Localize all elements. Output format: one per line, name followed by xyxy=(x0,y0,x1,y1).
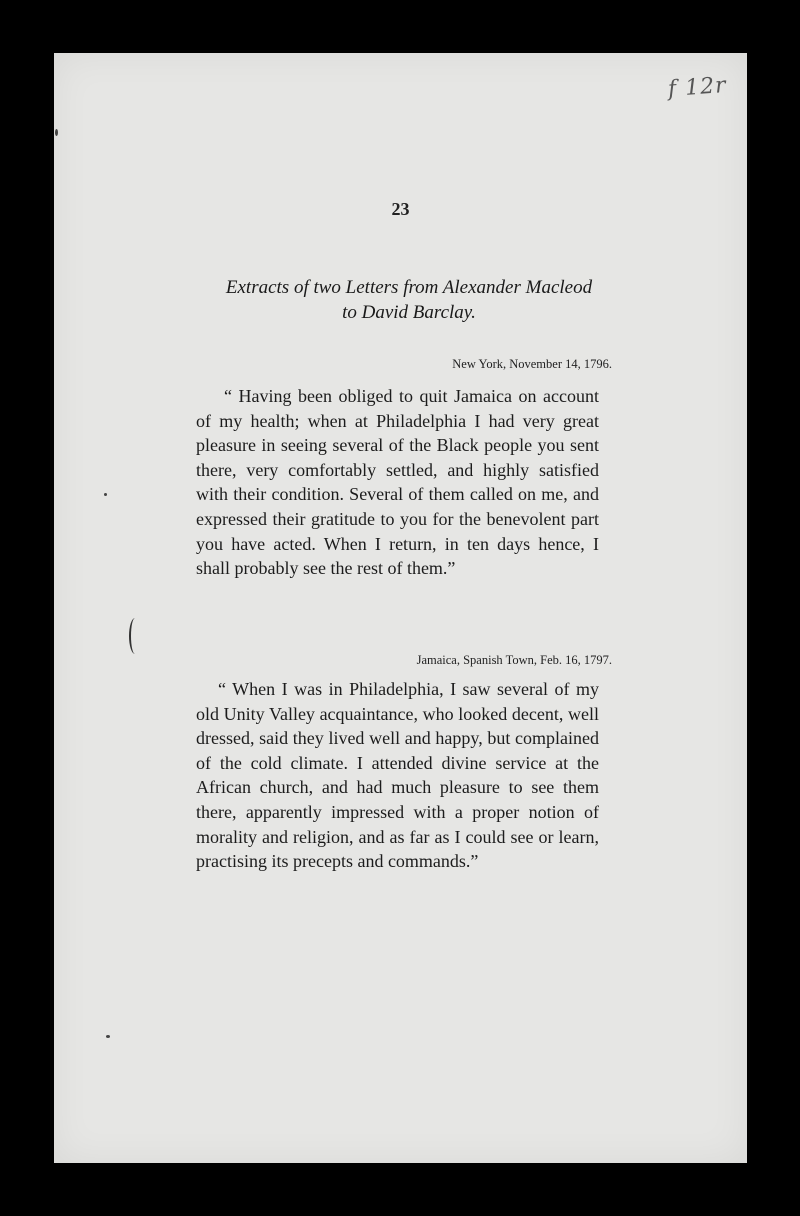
archive-folio-annotation: f 12r xyxy=(667,72,728,103)
paper-speck xyxy=(55,129,58,136)
letter-2-body: “ When I was in Philadelphia, I saw several of my old Unity Valley acquaintance, who looked decent, well dressed, said they lived well and happy, but complained of the cold climate. I attended divine service at the African church, and had much pleasure to see them there, apparently impressed with a proper notion of morality and religion, and as far as I could see or learn, practising its precepts and commands.” xyxy=(196,679,599,872)
heading-line-1: Extracts of two Letters from Alexander Macleod xyxy=(225,277,593,298)
page-number: 23 xyxy=(391,199,410,219)
paper-speck xyxy=(104,493,107,496)
letter-1-dateline: New York, November 14, 1796. xyxy=(452,357,612,371)
letter-2-dateline: Jamaica, Spanish Town, Feb. 16, 1797. xyxy=(416,653,612,667)
document-page xyxy=(54,53,747,1163)
margin-mark xyxy=(129,618,141,654)
section-heading xyxy=(194,275,624,325)
letter-1-body: “ Having been obliged to quit Jamaica on account of my health; when at Philadelphia I had very great pleasure in seeing several of the Black people you sent there, very comfortably settled, and highly satisfied with their condition. Several of them called on me, and expressed their gratitude to you for the benevolent part you have acted. When I return, in ten days hence, I shall probably see the rest of them.” xyxy=(196,386,599,579)
paper-speck xyxy=(106,1035,110,1038)
heading-line-2: to David Barclay. xyxy=(342,302,476,323)
